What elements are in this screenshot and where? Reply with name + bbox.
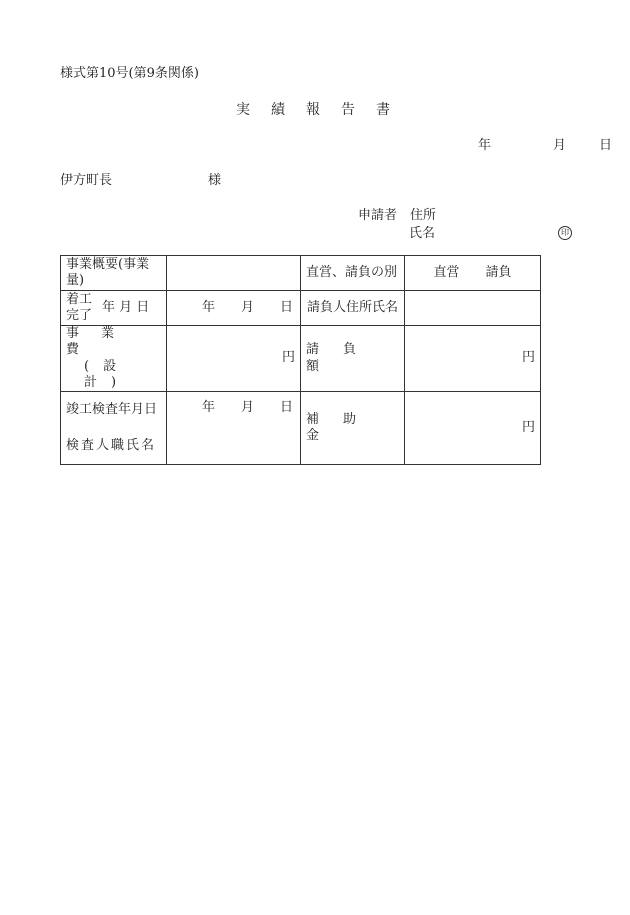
address-label: 住所 [410, 208, 437, 223]
title-char: 実 [236, 102, 250, 118]
date-month: 月 [553, 138, 567, 153]
direct-contract-options: 直営 請負 [405, 256, 541, 291]
applicant-address-line [358, 209, 436, 222]
year-mark: 年 [202, 299, 216, 315]
overview-label: 事業概要(事業量) [61, 256, 167, 291]
contract-amount-value: 円 [405, 326, 541, 392]
submission-date [478, 139, 612, 152]
day-mark: 日 [279, 299, 293, 315]
honorific: 様 [208, 173, 222, 188]
cost-value: 円 [167, 326, 301, 392]
cost-sub-label: (設計) [84, 358, 131, 390]
contract-amount-label: 請負額 [301, 326, 405, 392]
inspector-label: 検査人職氏名 [66, 437, 157, 453]
cost-label: 事業費 [66, 326, 137, 358]
subsidy-label: 補助金 [301, 392, 405, 465]
month-mark: 月 [240, 400, 254, 415]
addressee [60, 174, 221, 187]
seal-mark: 印 [558, 226, 572, 240]
inspection-date [167, 392, 301, 465]
title-char: 書 [376, 102, 390, 118]
start-char: 工 [79, 291, 93, 307]
contractor-label: 請負人住所氏名 [301, 291, 405, 326]
start-char: 着 [66, 291, 80, 307]
overview-value [167, 256, 301, 291]
name-label: 氏名 [409, 226, 436, 241]
contractor-value [405, 291, 541, 326]
inspection-labels [61, 392, 167, 465]
form-number: 様式第10号(第9条関係) [60, 66, 199, 81]
start-end-label [61, 291, 167, 326]
title-char: 績 [271, 102, 285, 118]
month-mark: 月 [240, 299, 254, 315]
subsidy-value: 円 [405, 392, 541, 465]
end-char: 完 [66, 308, 80, 323]
end-char: 了 [79, 308, 93, 323]
applicant-label: 申請者 [358, 208, 398, 223]
cost-label-cell [61, 326, 167, 392]
ymd-label: 年 月 日 [102, 299, 150, 315]
completion-inspection-label: 竣工検査年月日 [66, 402, 158, 417]
title-char: 告 [341, 102, 355, 118]
year-mark: 年 [202, 400, 216, 415]
document-title [236, 103, 390, 117]
title-char: 報 [306, 102, 320, 118]
report-table [60, 255, 541, 465]
direct-contract-label: 直営、請負の別 [301, 256, 405, 291]
day-mark: 日 [279, 400, 293, 415]
date-day: 日 [599, 138, 613, 153]
start-end-date [167, 291, 301, 326]
addressee-name: 伊方町長 [60, 173, 113, 188]
date-year: 年 [478, 138, 492, 153]
